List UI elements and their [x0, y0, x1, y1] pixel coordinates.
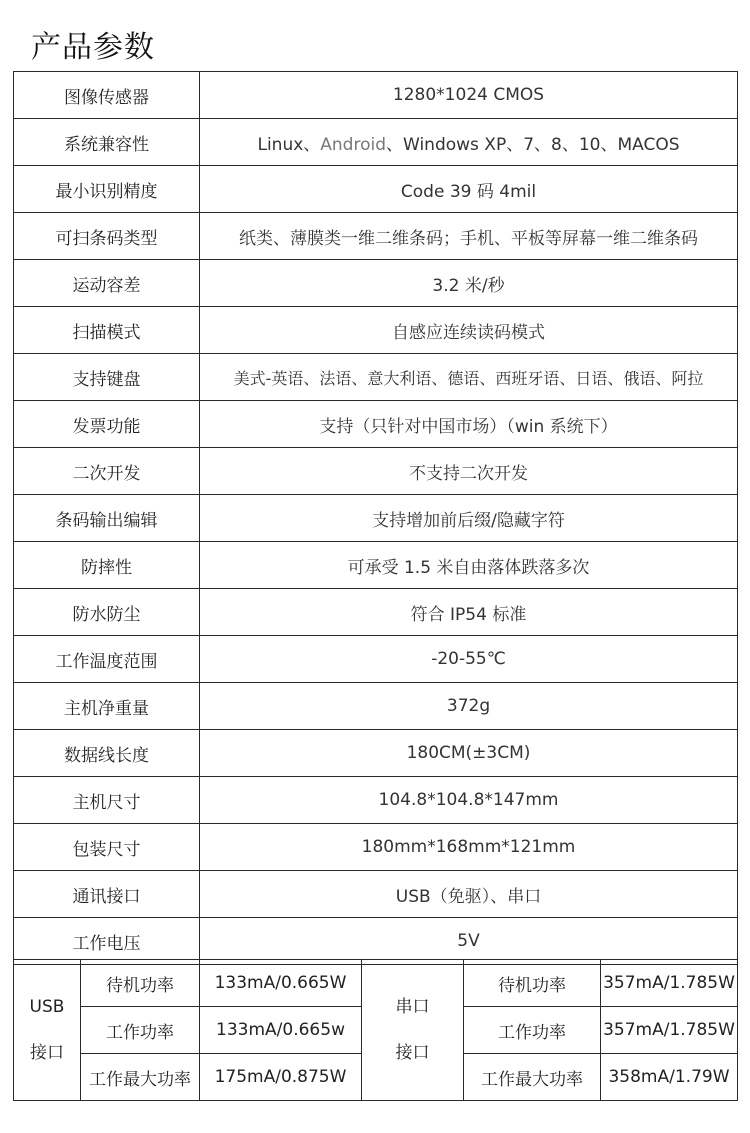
power-label: 待机功率: [81, 960, 200, 1007]
table-row: [14, 730, 738, 777]
page-title: 产品参数: [31, 30, 155, 65]
power-label: 工作最大功率: [464, 1054, 601, 1101]
table-row: [14, 918, 738, 965]
spec-label: 条码输出编辑: [14, 495, 200, 542]
power-table: [13, 959, 738, 1101]
table-row: [14, 495, 738, 542]
spec-value: -20-55℃: [200, 636, 738, 683]
spec-label: 发票功能: [14, 401, 200, 448]
spec-label: 二次开发: [14, 448, 200, 495]
spec-label: 最小识别精度: [14, 166, 200, 213]
table-row: [14, 824, 738, 871]
power-value: 175mA/0.875W: [200, 1054, 362, 1101]
group-label-line: 串口: [395, 997, 430, 1017]
spec-value: 5V: [200, 918, 738, 965]
spec-value: 符合 IP54 标准: [200, 589, 738, 636]
table-row: [14, 589, 738, 636]
spec-label: 可扫条码类型: [14, 213, 200, 260]
power-label: 工作功率: [464, 1007, 601, 1054]
spec-value: 支持（只针对中国市场）（win 系统下）: [200, 401, 738, 448]
table-row: [14, 166, 738, 213]
spec-label: 包装尺寸: [14, 824, 200, 871]
group-label-line: 接口: [395, 1043, 430, 1063]
spec-value: 支持增加前后缀/隐藏字符: [200, 495, 738, 542]
spec-value: 可承受 1.5 米自由落体跌落多次: [200, 542, 738, 589]
table-row: [14, 777, 738, 824]
spec-label: 工作温度范围: [14, 636, 200, 683]
spec-label: 数据线长度: [14, 730, 200, 777]
spec-value: 纸类、薄膜类一维二维条码；手机、平板等屏幕一维二维条码: [200, 213, 738, 260]
power-label: 待机功率: [464, 960, 601, 1007]
spec-label: 支持键盘: [14, 354, 200, 401]
spec-label: 主机净重量: [14, 683, 200, 730]
spec-value: 180CM(±3CM): [200, 730, 738, 777]
spec-label: 防摔性: [14, 542, 200, 589]
power-value: 357mA/1.785W: [601, 1007, 738, 1054]
usb-interface-group: [14, 960, 81, 1101]
spec-value: 自感应连续读码模式: [200, 307, 738, 354]
spec-table: [13, 71, 738, 965]
power-value: 358mA/1.79W: [601, 1054, 738, 1101]
spec-value: 1280*1024 CMOS: [200, 72, 738, 119]
spec-value: 美式-英语、法语、意大利语、德语、西班牙语、日语、俄语、阿拉: [200, 354, 738, 401]
serial-interface-group: [362, 960, 464, 1101]
table-row: [14, 307, 738, 354]
spec-value: 104.8*104.8*147mm: [200, 777, 738, 824]
table-row: [14, 636, 738, 683]
table-row: [14, 683, 738, 730]
power-value: 133mA/0.665W: [200, 960, 362, 1007]
power-label: 工作最大功率: [81, 1054, 200, 1101]
spec-label: 系统兼容性: [14, 119, 200, 166]
spec-value-part: 、Windows XP、7、8、10、MACOS: [386, 134, 680, 155]
table-row: [14, 72, 738, 119]
power-label: 工作功率: [81, 1007, 200, 1054]
power-value: 357mA/1.785W: [601, 960, 738, 1007]
spec-value: 3.2 米/秒: [200, 260, 738, 307]
table-row: [14, 401, 738, 448]
group-label-line: 接口: [30, 1043, 64, 1063]
spec-value: 180mm*168mm*121mm: [200, 824, 738, 871]
table-row: [14, 448, 738, 495]
spec-value: 372g: [200, 683, 738, 730]
spec-value-part: Linux、: [257, 134, 321, 155]
spec-value: USB（免驱）、串口: [200, 871, 738, 918]
table-row: [14, 871, 738, 918]
spec-label: 防水防尘: [14, 589, 200, 636]
table-row: [14, 542, 738, 589]
spec-label: 工作电压: [14, 918, 200, 965]
table-row: [14, 354, 738, 401]
spec-value: Code 39 码 4mil: [200, 166, 738, 213]
spec-value: [200, 119, 738, 166]
spec-label: 通讯接口: [14, 871, 200, 918]
group-label-line: USB: [29, 997, 65, 1017]
spec-value-part: Android: [320, 134, 387, 155]
power-value: 133mA/0.665w: [200, 1007, 362, 1054]
spec-label: 图像传感器: [14, 72, 200, 119]
table-row: [14, 119, 738, 166]
spec-value: 不支持二次开发: [200, 448, 738, 495]
spec-label: 主机尺寸: [14, 777, 200, 824]
table-row: [14, 213, 738, 260]
spec-label: 运动容差: [14, 260, 200, 307]
table-row: [14, 260, 738, 307]
spec-label: 扫描模式: [14, 307, 200, 354]
table-row: [14, 960, 738, 1007]
